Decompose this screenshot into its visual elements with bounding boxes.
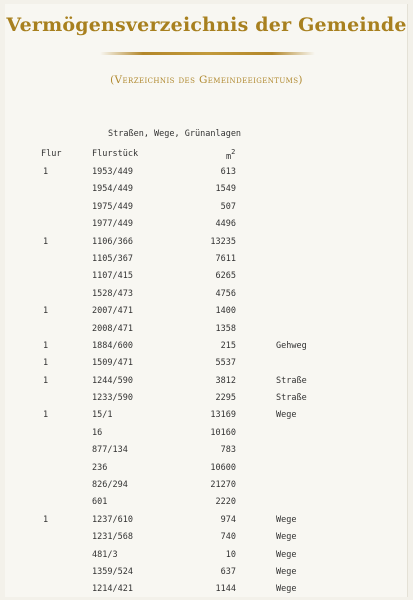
cell-flurstueck: 1107/415	[92, 271, 133, 282]
table-row	[0, 510, 413, 527]
cell-flurstueck: 1509/471	[92, 358, 133, 369]
cell-area: 10	[225, 549, 236, 560]
cell-note: Wege	[276, 584, 297, 595]
cell-flur: 1	[43, 167, 49, 177]
cell-flurstueck: 1231/568	[92, 532, 133, 543]
cell-note: Wege	[276, 549, 297, 560]
cell-area: 1400	[215, 306, 236, 317]
table-row	[0, 371, 413, 388]
cell-flurstueck: 1105/367	[92, 253, 133, 264]
cell-flurstueck: 1953/449	[92, 167, 133, 177]
table-row	[0, 197, 413, 214]
table-row	[0, 266, 413, 283]
cell-flurstueck: 1233/590	[92, 393, 133, 404]
cell-flurstueck: 1977/449	[92, 219, 133, 230]
cell-area: 10600	[210, 462, 236, 473]
column-header-flurstueck: Flurstück	[92, 149, 139, 159]
cell-flurstueck: 15/1	[92, 410, 113, 421]
page-subtitle: (Verzeichnis des Gemeindeeigentums)	[110, 74, 303, 86]
cell-flurstueck: 1954/449	[92, 184, 133, 195]
table-row	[0, 301, 413, 318]
table-row	[0, 179, 413, 196]
cell-flurstueck: 1359/524	[92, 566, 133, 577]
column-header-area-unit: m	[226, 151, 232, 162]
cell-area: 637	[220, 566, 236, 577]
table-row	[0, 319, 413, 336]
cell-area: 4496	[215, 219, 236, 230]
parcel-table	[0, 162, 413, 597]
cell-note: Wege	[276, 532, 297, 543]
table-row	[0, 214, 413, 231]
cell-area: 1358	[215, 323, 236, 334]
cell-flurstueck: 1237/610	[92, 514, 133, 525]
cell-area: 13169	[210, 410, 236, 421]
cell-area: 3812	[215, 375, 236, 386]
cell-flurstueck: 16	[92, 427, 103, 438]
cell-flur: 1	[43, 375, 49, 386]
cell-area: 1549	[215, 184, 236, 195]
cell-area: 2220	[215, 497, 236, 508]
cell-flurstueck: 1214/421	[92, 584, 133, 595]
cell-flurstueck: 1244/590	[92, 375, 133, 386]
cell-area: 1144	[215, 584, 236, 595]
cell-note: Wege	[276, 566, 297, 577]
cell-note: Wege	[276, 514, 297, 525]
table-row	[0, 336, 413, 353]
column-header-area-exponent: 2	[231, 148, 236, 156]
column-header-area	[226, 149, 235, 162]
table-row	[0, 423, 413, 440]
table-row	[0, 579, 413, 596]
cell-area: 507	[220, 201, 236, 212]
table-row	[0, 475, 413, 492]
cell-note: Gehweg	[276, 340, 307, 351]
cell-area: 6265	[215, 271, 236, 282]
cell-flurstueck: 236	[92, 462, 108, 473]
table-row	[0, 162, 413, 179]
cell-flur: 1	[43, 340, 49, 351]
cell-flur: 1	[43, 236, 49, 247]
table-row	[0, 562, 413, 579]
table-row	[0, 492, 413, 509]
table-row	[0, 458, 413, 475]
cell-flurstueck: 1884/600	[92, 340, 133, 351]
cell-area: 7611	[215, 253, 236, 264]
cell-flur: 1	[43, 514, 49, 525]
cell-note: Straße	[276, 375, 307, 386]
cell-flurstueck: 601	[92, 497, 108, 508]
table-row	[0, 232, 413, 249]
title-underline	[100, 52, 315, 55]
cell-flurstueck: 481/3	[92, 549, 118, 560]
cell-area: 740	[220, 532, 236, 543]
table-row	[0, 284, 413, 301]
table-row	[0, 405, 413, 422]
cell-flurstueck: 2008/471	[92, 323, 133, 334]
page-title: Vermögensverzeichnis der Gemeinde	[6, 14, 407, 36]
cell-flurstueck: 826/294	[92, 480, 128, 491]
cell-note: Wege	[276, 410, 297, 421]
cell-flur: 1	[43, 410, 49, 421]
table-row	[0, 527, 413, 544]
cell-area: 13235	[210, 236, 236, 247]
cell-area: 5537	[215, 358, 236, 369]
cell-flurstueck: 2007/471	[92, 306, 133, 317]
cell-flurstueck: 1106/366	[92, 236, 133, 247]
table-row	[0, 545, 413, 562]
column-header-flur: Flur	[41, 149, 62, 159]
cell-area: 2295	[215, 393, 236, 404]
cell-area: 4756	[215, 288, 236, 299]
cell-flur: 1	[43, 358, 49, 369]
cell-area: 783	[220, 445, 236, 456]
cell-area: 10160	[210, 427, 236, 438]
table-row	[0, 440, 413, 457]
cell-area: 974	[220, 514, 236, 525]
cell-flurstueck: 877/134	[92, 445, 128, 456]
cell-area: 21270	[210, 480, 236, 491]
table-row	[0, 249, 413, 266]
cell-flurstueck: 1528/473	[92, 288, 133, 299]
table-row	[0, 388, 413, 405]
cell-note: Straße	[276, 393, 307, 404]
section-heading: Straßen, Wege, Grünanlagen	[108, 129, 242, 139]
cell-area: 613	[220, 167, 236, 177]
cell-area: 215	[220, 340, 236, 351]
cell-flur: 1	[43, 306, 49, 317]
table-row	[0, 353, 413, 370]
cell-flurstueck: 1975/449	[92, 201, 133, 212]
